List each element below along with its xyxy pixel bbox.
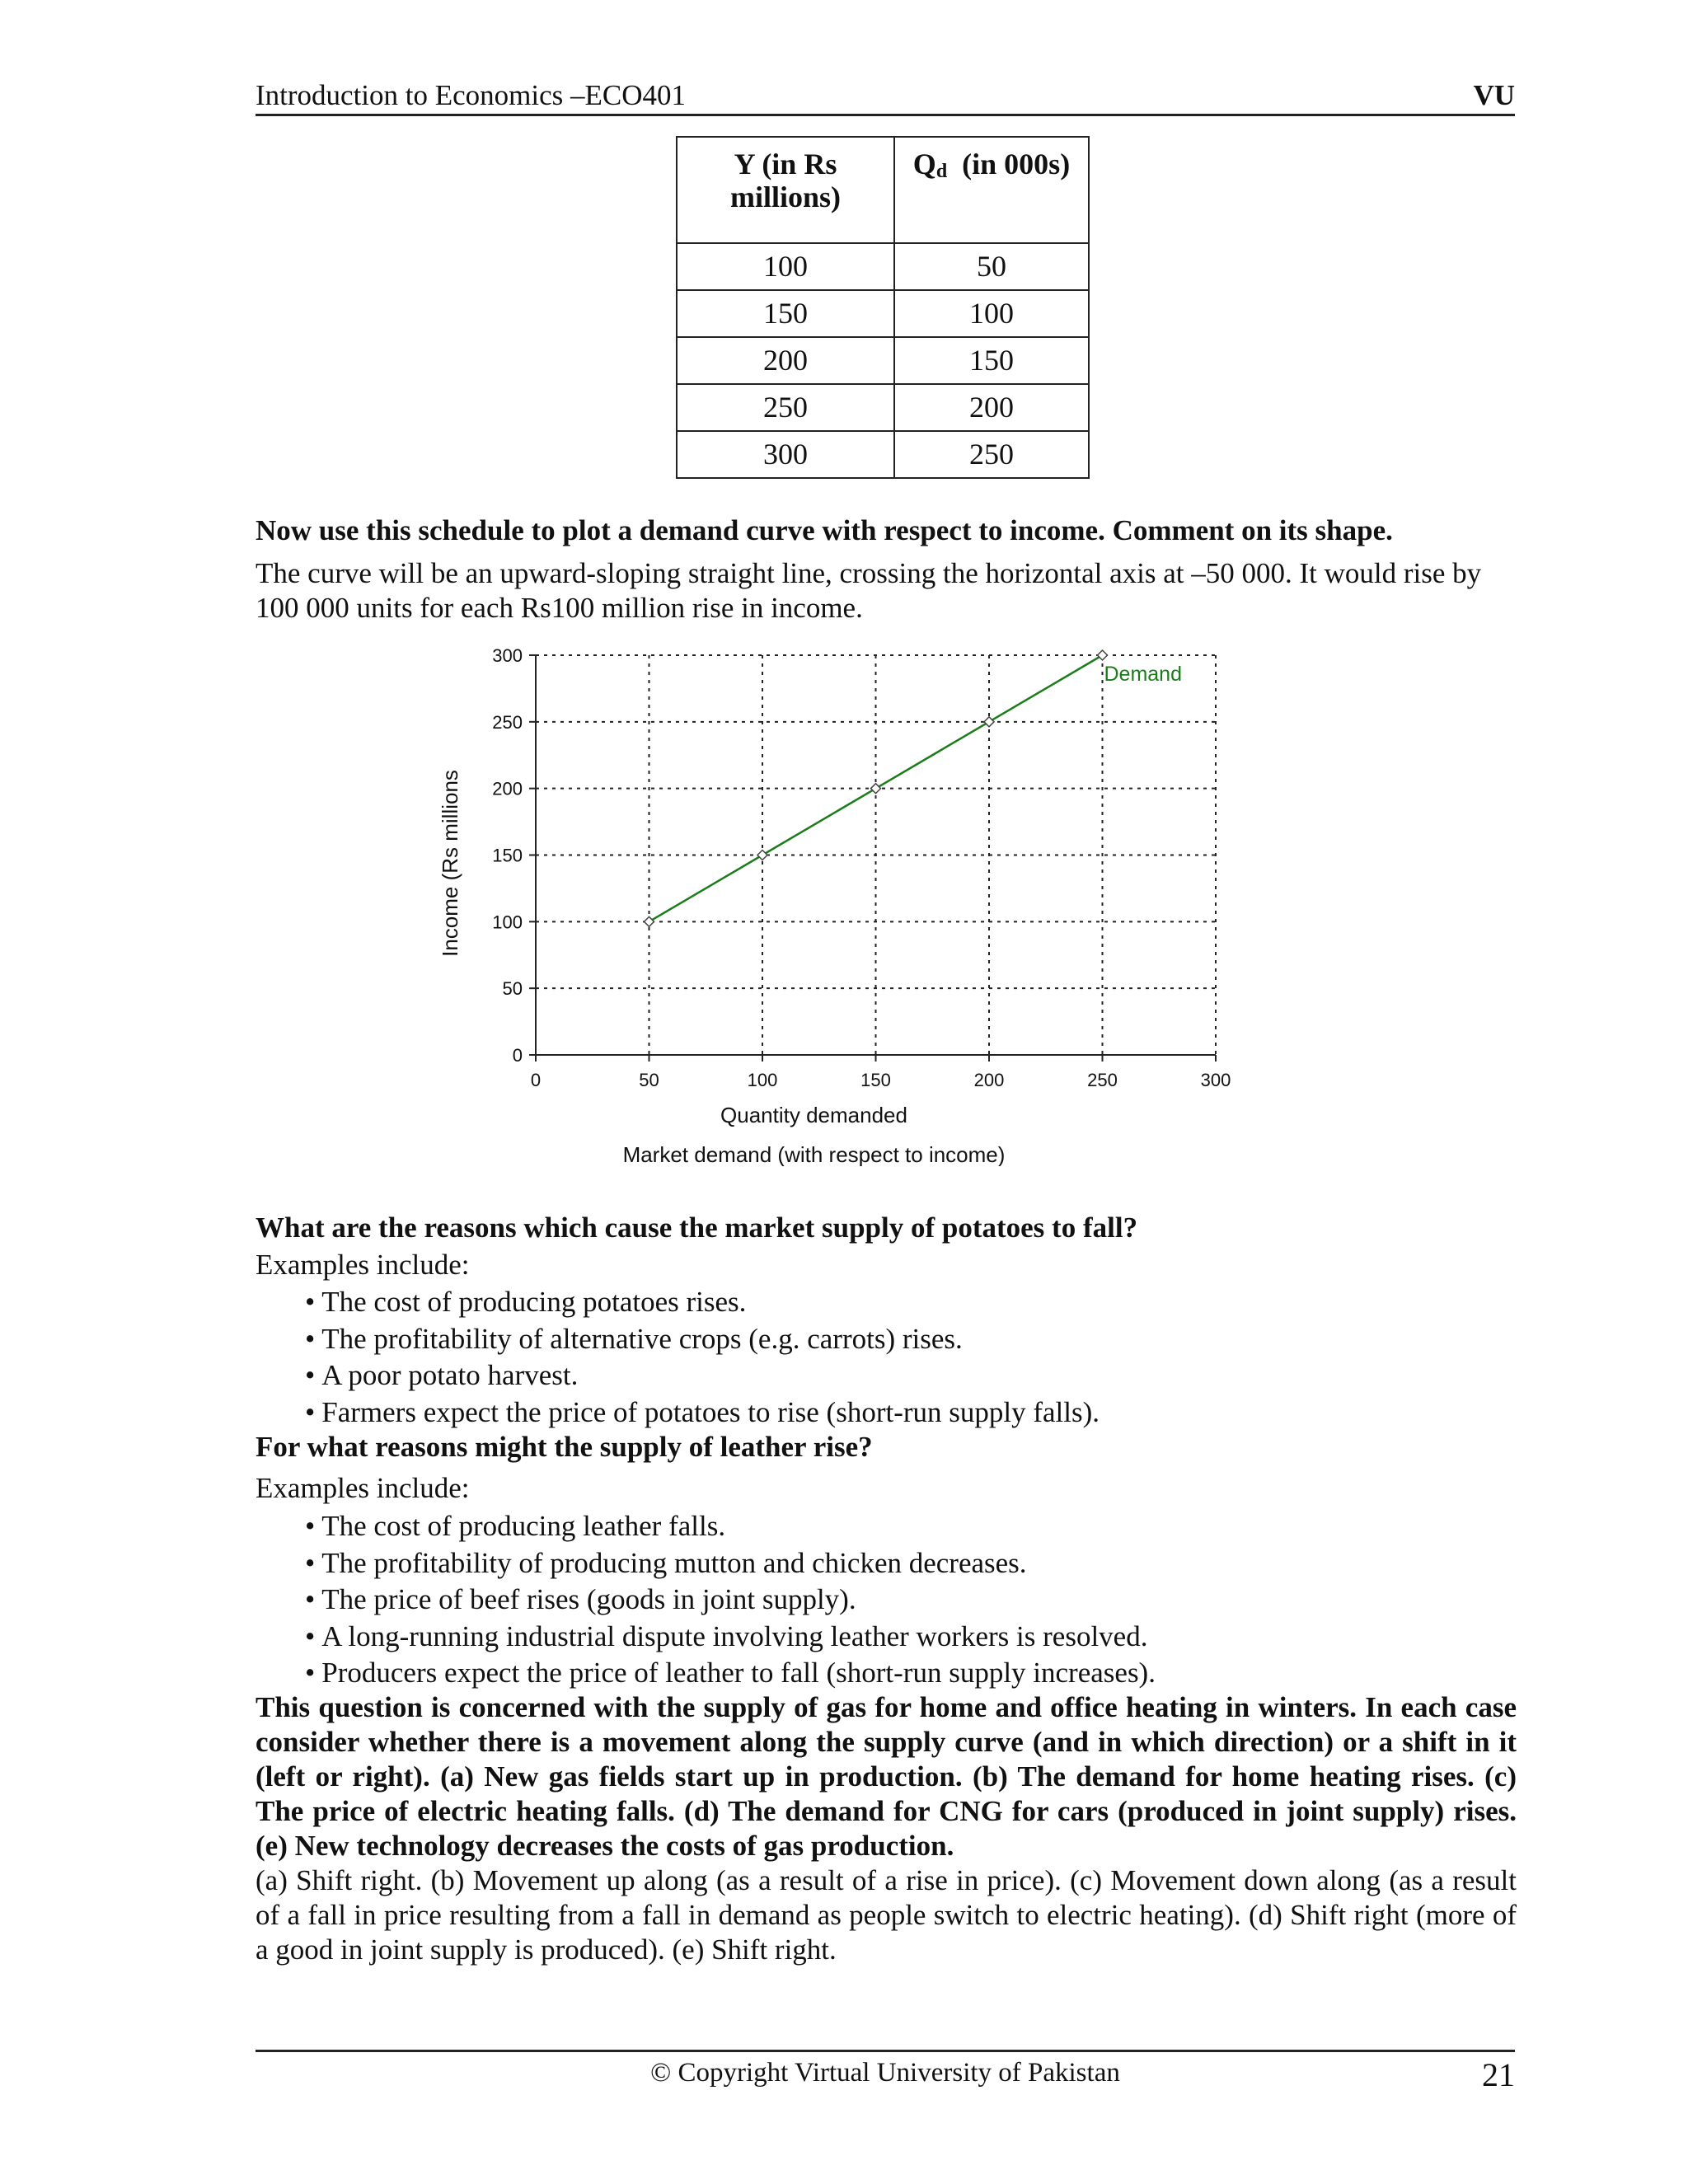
answer-plot-demand-curve: The curve will be an upward-sloping straight line, crossing the horizontal axis at –50 000. It would rise by 100 000 units for each Rs100 million rise in income. [256, 557, 1482, 624]
list-item: • The profitability of alternative crops (e.g. carrots) rises. [305, 1321, 1100, 1358]
table-header-quantity: Qd (in 000s) [894, 137, 1089, 243]
question-plot-demand-curve: Now use this schedule to plot a demand curve with respect to income. Comment on its shape. [256, 514, 1393, 546]
table-cell: 50 [894, 243, 1089, 290]
table-cell: 100 [894, 290, 1089, 337]
market-demand-income-chart [429, 630, 1261, 1166]
leather-supply-reasons-list [305, 1508, 1156, 1692]
table-row [677, 384, 1089, 431]
chart-title: Market demand (with respect to income) [622, 1142, 1006, 1166]
chart-gridlines [536, 655, 1216, 1055]
list-item: • A long-running industrial dispute involving leather workers is resolved. [305, 1619, 1156, 1656]
income-demand-schedule-table [676, 136, 1090, 479]
chart-y-tick-label: 200 [492, 778, 523, 799]
chart-x-axis-label: Quantity demanded [720, 1103, 907, 1127]
table-cell: 200 [894, 384, 1089, 431]
chart-data-point [645, 916, 654, 926]
answer-gas-supply: (a) Shift right. (b) Movement up along (as a result of a rise in price). (c) Movement down along (as a result of a fall in price resulting from a fall in demand as people switch to electric heating). (d) Shift right (more of a good in joint supply is produced). (e) Shift right. [256, 1864, 1517, 1966]
page-number: 21 [1482, 2056, 1515, 2093]
chart-data-point [871, 784, 881, 794]
table-row [677, 290, 1089, 337]
table-cell: 250 [894, 431, 1089, 478]
list-item: • Producers expect the price of leather to fall (short-run supply increases). [305, 1655, 1156, 1692]
chart-x-tick-label: 50 [639, 1070, 659, 1090]
question-potato-supply: What are the reasons which cause the market supply of potatoes to fall? [256, 1212, 1138, 1244]
list-item: • The profitability of producing mutton and chicken decreases. [305, 1545, 1156, 1582]
chart-tick-labels [492, 645, 1231, 1090]
header-institution: VU [1473, 79, 1515, 111]
table-header-row [677, 137, 1089, 243]
question-leather-supply: For what reasons might the supply of leather rise? [256, 1431, 873, 1463]
leather-examples-intro: Examples include: [256, 1472, 470, 1504]
list-item: • The cost of producing leather falls. [305, 1508, 1156, 1545]
chart-y-tick-label: 300 [492, 645, 523, 666]
list-item: • The cost of producing potatoes rises. [305, 1284, 1100, 1321]
chart-y-tick-label: 100 [492, 912, 523, 933]
footer-copyright: © Copyright Virtual University of Pakistan [650, 2058, 1120, 2088]
chart-data-point [757, 851, 767, 860]
chart-x-tick-label: 300 [1200, 1070, 1231, 1090]
chart-y-tick-label: 50 [502, 978, 523, 1000]
table-header-income: Y (in Rs millions) [677, 137, 894, 243]
chart-series [645, 650, 1183, 926]
potato-supply-reasons-list [305, 1284, 1100, 1431]
chart-y-tick-label: 150 [492, 845, 523, 866]
chart-x-tick-label: 100 [747, 1070, 778, 1090]
chart-x-tick-label: 150 [860, 1070, 891, 1090]
chart-data-point [984, 717, 994, 727]
footer-divider [256, 2050, 1515, 2052]
chart-y-axis-label: Income (Rs millions [438, 770, 462, 957]
chart-data-point [1098, 650, 1108, 660]
header-course-title: Introduction to Economics –ECO401 [256, 79, 687, 111]
potato-examples-intro: Examples include: [256, 1249, 470, 1281]
chart-axes [529, 655, 1216, 1062]
chart-x-tick-label: 200 [973, 1070, 1005, 1090]
table-row [677, 243, 1089, 290]
chart-y-tick-label: 250 [492, 711, 523, 733]
page-header [256, 77, 1515, 116]
table-cell: 200 [677, 337, 894, 384]
chart-x-tick-label: 0 [530, 1070, 542, 1090]
list-item: • The price of beef rises (goods in joint supply). [305, 1582, 1156, 1619]
table-cell: 250 [677, 384, 894, 431]
table-cell: 150 [894, 337, 1089, 384]
chart-series-label-demand: Demand [1104, 663, 1182, 686]
list-item: • A poor potato harvest. [305, 1357, 1100, 1394]
list-item: • Farmers expect the price of potatoes to rise (short-run supply falls). [305, 1394, 1100, 1432]
chart-y-tick-label: 0 [512, 1045, 523, 1066]
table-cell: 150 [677, 290, 894, 337]
chart-x-tick-label: 250 [1087, 1070, 1118, 1090]
table-row [677, 337, 1089, 384]
table-cell: 300 [677, 431, 894, 478]
question-gas-supply: This question is concerned with the supply of gas for home and office heating in winters. In each case consider whether there is a movement along the supply curve (and in which direction) or a shift in it (left or right). (a) New gas fields start up in production. (b) The demand for home heating rises. (c) The price of electric heating falls. (d) The demand for CNG for cars (produced in joint supply) rises. (e) New technology decreases the costs of gas production. [256, 1691, 1517, 1862]
table-row [677, 431, 1089, 478]
table-cell: 100 [677, 243, 894, 290]
